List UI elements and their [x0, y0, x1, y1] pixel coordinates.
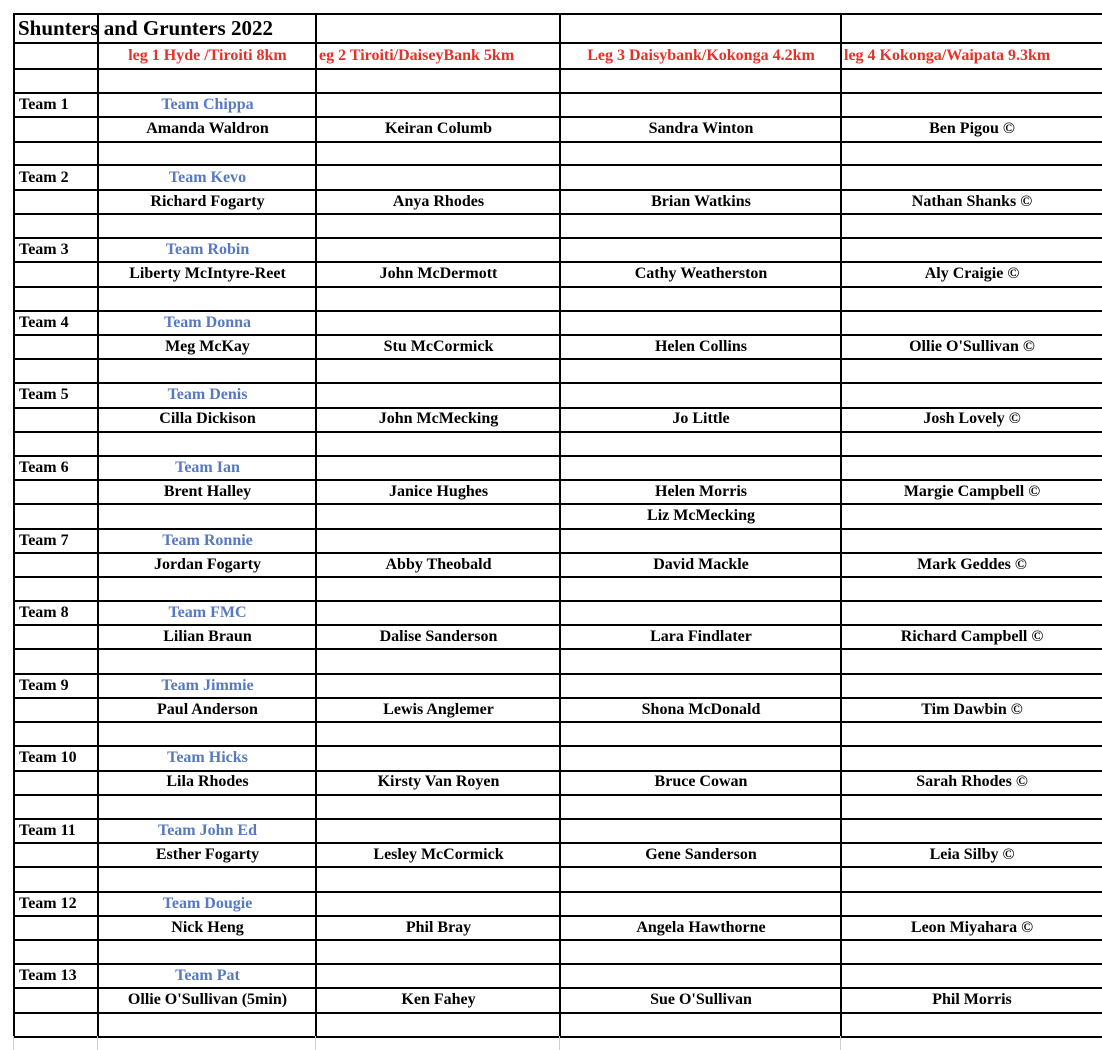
runner-leg-1[interactable]: Ollie O'Sullivan (5min) — [127, 991, 288, 1008]
team-extra-row — [0, 577, 1102, 601]
runner-leg-1[interactable]: Brent Halley — [163, 483, 252, 500]
runner-leg-1[interactable]: Nick Heng — [171, 919, 244, 936]
runner-leg-3[interactable]: Gene Sanderson — [645, 846, 757, 863]
team-header-row — [0, 93, 1102, 117]
runner-leg-4[interactable]: Richard Campbell © — [900, 628, 1044, 645]
runner-leg-3[interactable]: David Mackle — [653, 556, 749, 573]
runner-leg-2[interactable]: Janice Hughes — [388, 483, 489, 500]
runner-leg-3[interactable]: Helen Morris — [655, 483, 747, 500]
team-name[interactable]: Team Denis — [167, 386, 248, 403]
team-runners-row — [0, 407, 1102, 431]
runner-leg-2[interactable]: Anya Rhodes — [392, 193, 485, 210]
team-name[interactable]: Team Dougie — [162, 895, 253, 912]
grid-row-line — [13, 68, 1102, 70]
team-name[interactable]: Team Chippa — [161, 96, 254, 113]
runner-leg-2[interactable]: Dalise Sanderson — [379, 628, 498, 645]
runner-leg-4[interactable]: Aly Craigie © — [924, 265, 1020, 282]
team-runners-row — [0, 335, 1102, 359]
team-runners-row — [0, 770, 1102, 794]
runner-leg-2[interactable]: Phil Bray — [405, 919, 472, 936]
team-runners-row — [0, 843, 1102, 867]
team-label[interactable]: Team 2 — [19, 169, 69, 186]
team-header-row — [0, 166, 1102, 190]
team-label[interactable]: Team 7 — [19, 532, 69, 549]
runner-leg-1[interactable]: Esther Fogarty — [155, 846, 260, 863]
team-runners-row — [0, 117, 1102, 141]
team-header-row — [0, 964, 1102, 988]
runner-leg-4[interactable]: Nathan Shanks © — [911, 193, 1033, 210]
team-label[interactable]: Team 8 — [19, 604, 69, 621]
team-extra-row — [0, 359, 1102, 383]
runner-leg-3[interactable]: Shona McDonald — [641, 701, 761, 718]
team-header-row — [0, 674, 1102, 698]
team-extra-row — [0, 431, 1102, 455]
team-runners-row — [0, 916, 1102, 940]
team-label[interactable]: Team 11 — [19, 822, 76, 839]
runner-leg-3[interactable]: Cathy Weatherston — [634, 265, 768, 282]
team-runners-row — [0, 988, 1102, 1012]
runner-leg-4[interactable]: Phil Morris — [932, 991, 1012, 1008]
team-label[interactable]: Team 4 — [19, 314, 69, 331]
team-label[interactable]: Team 6 — [19, 459, 69, 476]
team-header-row — [0, 529, 1102, 553]
runner-leg-4[interactable]: Ben Pigou © — [929, 120, 1015, 137]
team-runners-row — [0, 480, 1102, 504]
runner-leg-4[interactable]: Mark Geddes © — [917, 556, 1027, 573]
runner-leg-2[interactable]: Keiran Columb — [384, 120, 493, 137]
team-label[interactable]: Team 13 — [19, 967, 77, 984]
team-extra-row — [0, 940, 1102, 964]
runner-leg-4[interactable]: Margie Campbell © — [903, 483, 1041, 500]
runner-leg-4[interactable]: Leon Miyahara © — [910, 919, 1034, 936]
grid-column-stub — [97, 1036, 98, 1050]
team-extra-row — [0, 214, 1102, 238]
team-label[interactable]: Team 10 — [19, 749, 77, 766]
team-header-row — [0, 383, 1102, 407]
team-header-row — [0, 892, 1102, 916]
runner-leg-3[interactable]: Helen Collins — [654, 338, 747, 355]
team-header-row — [0, 311, 1102, 335]
team-label[interactable]: Team 12 — [19, 895, 77, 912]
runner-leg-1[interactable]: Cilla Dickison — [159, 410, 256, 427]
team-label[interactable]: Team 1 — [19, 96, 69, 113]
team-name[interactable]: Team Ian — [175, 459, 240, 476]
grid-row-line — [13, 1036, 1102, 1038]
runner-extra-leg-3[interactable]: Liz McMecking — [647, 507, 755, 524]
team-runners-row — [0, 553, 1102, 577]
team-header-row — [0, 456, 1102, 480]
runner-leg-2[interactable]: John McMecking — [378, 410, 499, 427]
team-name[interactable]: Team FMC — [168, 604, 247, 621]
team-extra-row — [0, 867, 1102, 891]
runner-leg-2[interactable]: John McDermott — [379, 265, 498, 282]
team-extra-row — [0, 794, 1102, 818]
runner-leg-4[interactable]: Tim Dawbin © — [921, 701, 1023, 718]
team-extra-row — [0, 141, 1102, 165]
runner-leg-1[interactable]: Amanda Waldron — [146, 120, 269, 137]
runner-leg-1[interactable]: Paul Anderson — [157, 701, 258, 718]
team-label[interactable]: Team 5 — [19, 386, 69, 403]
team-header-row — [0, 819, 1102, 843]
team-name[interactable]: Team Hicks — [167, 749, 248, 766]
team-runners-row — [0, 190, 1102, 214]
team-extra-row — [0, 1012, 1102, 1036]
leg-header-2[interactable]: eg 2 Tiroiti/DaiseyBank 5km — [319, 47, 515, 64]
runner-leg-3[interactable]: Angela Hawthorne — [636, 919, 766, 936]
runner-leg-4[interactable]: Josh Lovely © — [923, 410, 1021, 427]
runner-leg-3[interactable]: Lara Findlater — [650, 628, 752, 645]
team-runners-row — [0, 262, 1102, 286]
team-name[interactable]: Team Robin — [165, 241, 250, 258]
team-name[interactable]: Team Donna — [164, 314, 251, 331]
team-label[interactable]: Team 9 — [19, 677, 69, 694]
runner-leg-1[interactable]: Lilian Braun — [163, 628, 252, 645]
grid-column-stub — [13, 1036, 14, 1050]
runner-leg-1[interactable]: Lila Rhodes — [166, 773, 249, 790]
team-name[interactable]: Team Jimmie — [161, 677, 254, 694]
team-runners-row — [0, 698, 1102, 722]
runner-leg-2[interactable]: Kirsty Van Royen — [377, 773, 500, 790]
leg-header-1[interactable]: leg 1 Hyde /Tiroiti 8km — [128, 47, 287, 64]
leg-header-4[interactable]: leg 4 Kokonga/Waipata 9.3km — [844, 47, 1051, 64]
grid-column-stub — [840, 1036, 841, 1050]
team-runners-row — [0, 625, 1102, 649]
team-label[interactable]: Team 3 — [19, 241, 69, 258]
runner-leg-4[interactable]: Leia Silby © — [929, 846, 1015, 863]
team-header-row — [0, 746, 1102, 770]
grid-column-stub — [315, 1036, 316, 1050]
runner-leg-2[interactable]: Lesley McCormick — [373, 846, 504, 863]
runner-leg-3[interactable]: Bruce Cowan — [654, 773, 748, 790]
team-extra-row — [0, 722, 1102, 746]
runner-leg-2[interactable]: Lewis Anglemer — [383, 701, 494, 718]
runner-leg-1[interactable]: Jordan Fogarty — [153, 556, 262, 573]
team-name[interactable]: Team John Ed — [158, 822, 257, 839]
runner-leg-4[interactable]: Sarah Rhodes © — [916, 773, 1028, 790]
team-extra-row — [0, 286, 1102, 310]
runner-leg-4[interactable]: Ollie O'Sullivan © — [909, 338, 1035, 355]
team-extra-row — [0, 504, 1102, 528]
sheet-title[interactable]: Shunters and Grunters 2022 — [18, 15, 273, 40]
runner-leg-1[interactable]: Meg McKay — [165, 338, 250, 355]
runner-leg-1[interactable]: Richard Fogarty — [150, 193, 265, 210]
runner-leg-3[interactable]: Sue O'Sullivan — [650, 991, 752, 1008]
runner-leg-2[interactable]: Ken Fahey — [401, 991, 476, 1008]
grid-column-stub — [559, 1036, 560, 1050]
runner-leg-3[interactable]: Sandra Winton — [648, 120, 754, 137]
runner-leg-3[interactable]: Jo Little — [672, 410, 730, 427]
team-extra-row — [0, 649, 1102, 673]
runner-leg-2[interactable]: Abby Theobald — [385, 556, 492, 573]
team-header-row — [0, 238, 1102, 262]
runner-leg-2[interactable]: Stu McCormick — [383, 338, 494, 355]
team-name[interactable]: Team Pat — [175, 967, 240, 984]
leg-header-3[interactable]: Leg 3 Daisybank/Kokonga 4.2km — [587, 47, 815, 64]
legs-header-row — [0, 44, 1102, 68]
runner-leg-3[interactable]: Brian Watkins — [651, 193, 751, 210]
title-row — [0, 14, 1102, 42]
team-header-row — [0, 601, 1102, 625]
runner-leg-1[interactable]: Liberty McIntyre-Reet — [129, 265, 286, 282]
team-name[interactable]: Team Ronnie — [162, 532, 253, 549]
team-name[interactable]: Team Kevo — [168, 169, 247, 186]
